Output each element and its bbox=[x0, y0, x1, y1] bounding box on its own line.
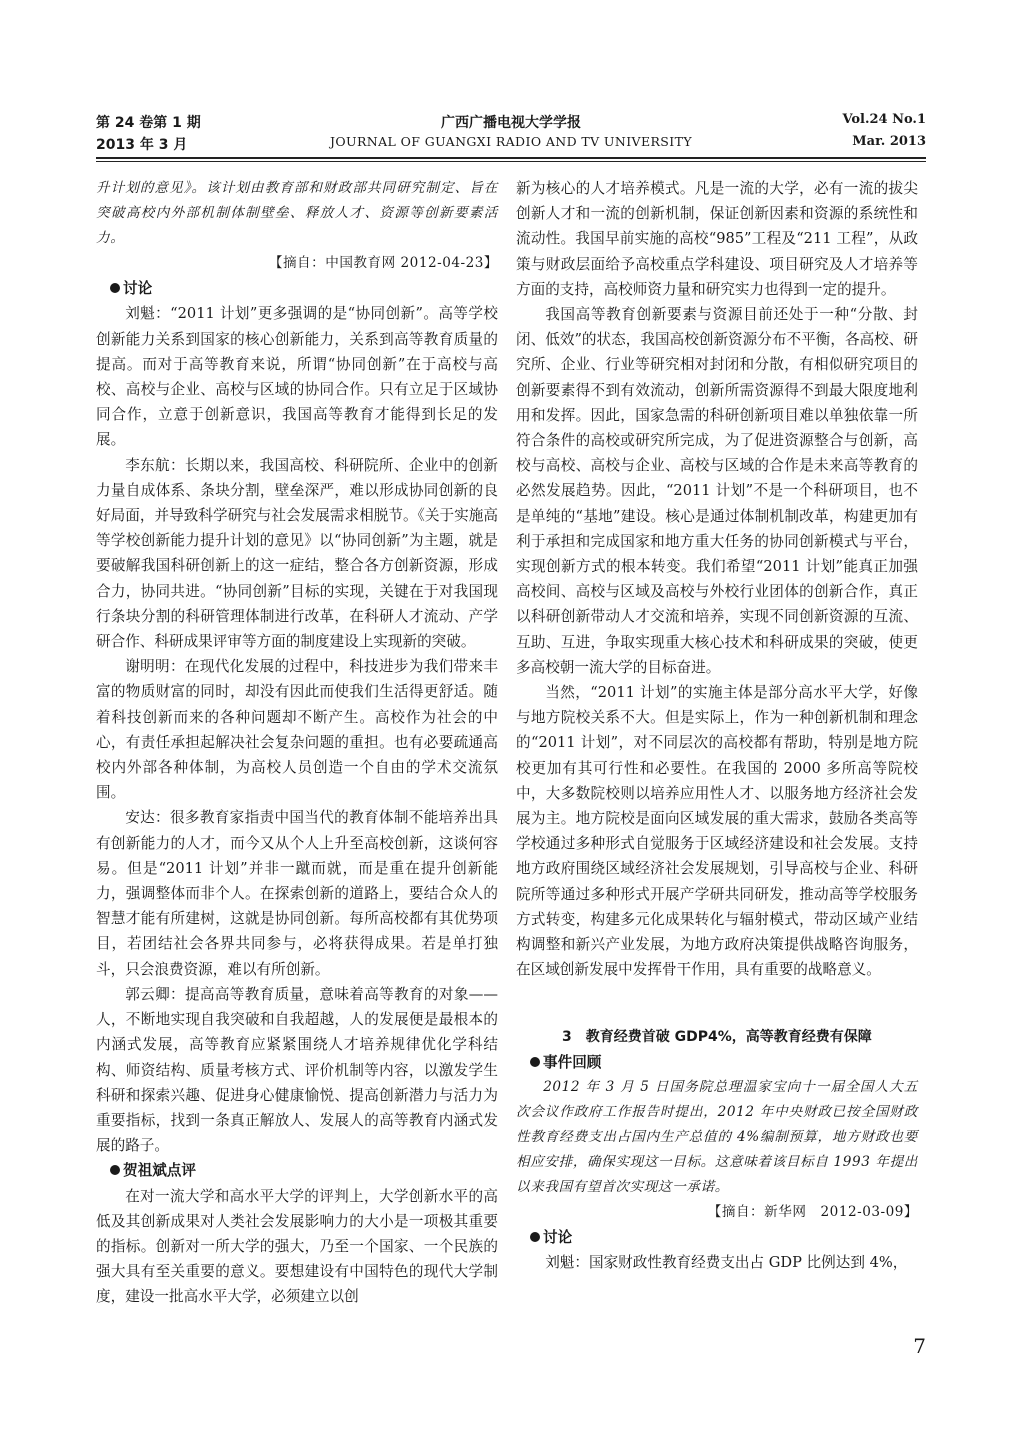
excerpt-source: 【摘自：中国教育网 2012-04-23】 bbox=[268, 255, 498, 271]
issue-date: 2013 年 3 月 bbox=[96, 137, 188, 153]
bullet-dot-icon bbox=[530, 1057, 540, 1067]
right-column bbox=[516, 176, 918, 1276]
paragraph: 刘魁：“2011 计划”更多强调的是“协同创新”。高等学校创新能力关系到国家的核心创新能力，关系到高等教育质量的提高。而对于高等教育来说，所谓“协同创新”在于高校与高校、高校与企业、高校与区域的协同合作。只有立足于区域协同合作，立意于创新意识，我国高等教育才能得到长足的发展。 bbox=[96, 305, 498, 449]
paragraph: 刘魁：国家财政性教育经费支出占 GDP 比例达到 4%， bbox=[545, 1254, 908, 1272]
header-rule bbox=[96, 157, 926, 159]
volume-issue: 第 24 卷第 1 期 bbox=[96, 115, 201, 131]
heading-label: 讨论 bbox=[543, 1229, 573, 1247]
paragraph: 郭云卿：提高高等教育质量，意味着高等教育的对象——人，不断地实现自我突破和自我超越，人的发展便是最根本的内涵式发展，高等教育应紧紧围绕人才培养规律优化学科结构、师资结构、质量考核方式、评价机制等内容，以激发学生科研和探索兴趣、促进身心健康愉悦、提高创新潜力与活力为重要指标，找到一条真正解放人、发展人的高等教育内涵式发展的路子。 bbox=[96, 985, 498, 1155]
volume-issue-en: Vol.24 No.1 bbox=[842, 112, 926, 127]
paragraph: 当然，“2011 计划”的实施主体是部分高水平大学，好像与地方院校关系不大。但是实际上，作为一种创新机制和理念的“2011 计划”，对不同层次的高校都有帮助，特别是地方院校更加有其可行性和必要性。在我国的 2000 多所高等院校中，大多数院校则以培养应用性人才、以服务地方经济社会发展为主。地方院校是面向区域发展的重大需求，鼓励各类高等学校通过多种形式自觉服务于区域经济建设和社会发展。支持地方政府围绕区域经济社会发展规划，引导高校与企业、科研院所等通过多种形式开展产学研共同研发，推动高等学校服务方式转变，构建多元化成果转化与辐射模式，带动区域产业结构调整和新兴产业发展，为地方政府决策提供战略咨询服务，在区域创新发展中发挥骨干作用，具有重要的战略意义。 bbox=[516, 684, 918, 979]
paragraph: 新为核心的人才培养模式。凡是一流的大学，必有一流的拔尖创新人才和一流的创新机制，保证创新因素和资源的系统性和流动性。我国早前实施的高校“985”工程及“211 工程”，从政策与财政层面给予高校重点学科建设、项目研究及人才培养等方面的支持，高校师资力量和研究实力也得到一定的提升。 bbox=[516, 180, 918, 298]
excerpt-text: 2012 年 3 月 5 日国务院总理温家宝向十一届全国人大五次会议作政府工作报告时提出，2012 年中央财政已按全国财政性教育经费支出占国内生产总值的 4%编制预算，地方财政也要相应安排，确保实现这一目标。这意味着该目标自 1993 年提出以来我国有望首次实现这一承诺。 bbox=[516, 1078, 918, 1195]
paragraph: 谢明明：在现代化发展的过程中，科技进步为我们带来丰富的物质财富的同时，却没有因此而使我们生活得更舒适。随着科技创新而来的各种问题却不断产生。高校作为社会的中心，有责任承担起解决社会复杂问题的重担。也有必要疏通高校内外部各种体制，为高校人员创造一个自由的学术交流氛围。 bbox=[96, 658, 498, 802]
paragraph: 在对一流大学和高水平大学的评判上，大学创新水平的高低及其创新成果对人类社会发展影响力的大小是一项极其重要的指标。创新对一所大学的强大，乃至一个国家、一个民族的强大具有至关重要的意义。要想建设有中国特色的现代大学制度，建设一批高水平大学，必须建立以创 bbox=[96, 1187, 498, 1306]
excerpt-box bbox=[96, 176, 498, 251]
running-header bbox=[96, 112, 926, 156]
section-heading-comment bbox=[96, 1158, 498, 1183]
section-heading-event bbox=[516, 1050, 918, 1075]
heading-label: 贺祖斌点评 bbox=[123, 1162, 196, 1180]
header-rule-thin bbox=[96, 161, 926, 162]
paragraph: 李东航：长期以来，我国高校、科研院所、企业中的创新力量自成体系、条块分割，壁垒深严，难以形成协同创新的良好局面，并导致科学研究与社会发展需求相脱节。《关于实施高等学校创新能力提升计划的意见》以“协同创新”为主题，就是要破解我国科研创新上的这一症结，整合各方创新资源，形成合力，协同共进。“协同创新”目标的实现，关键在于对我国现行条块分割的科研管理体制进行改革，在科研人才流动、产学研合作、科研成果评审等方面的制度建设上实现新的突破。 bbox=[96, 456, 498, 651]
heading-label: 讨论 bbox=[123, 280, 153, 298]
excerpt-source: 【摘自：新华网 2012-03-09】 bbox=[707, 1203, 918, 1220]
bullet-dot-icon bbox=[110, 1165, 120, 1175]
bullet-dot-icon bbox=[530, 1232, 540, 1242]
issue-date-en: Mar. 2013 bbox=[852, 134, 926, 149]
heading-label: 事件回顾 bbox=[543, 1053, 602, 1071]
bullet-dot-icon bbox=[110, 283, 120, 293]
journal-title-en: JOURNAL OF GUANGXI RADIO AND TV UNIVERSITY bbox=[329, 134, 692, 149]
left-column bbox=[96, 176, 498, 1310]
section-title: 3 教育经费首破 GDP4%，高等教育经费有保障 bbox=[562, 1028, 872, 1045]
section-heading-discussion bbox=[96, 276, 498, 301]
journal-title-cn: 广西广播电视大学学报 bbox=[441, 115, 581, 131]
excerpt-text: 升计划的意见》。该计划由教育部和财政部共同研究制定、旨在突破高校内外部机制体制壁垒、释放人才、资源等创新要素活力。 bbox=[96, 180, 498, 246]
excerpt-box bbox=[516, 1075, 918, 1200]
paragraph: 我国高等教育创新要素与资源目前还处于一种“分散、封闭、低效”的状态，我国高校创新资源分布不平衡，各高校、研究所、企业、行业等研究相对封闭和分散，有相似研究项目的创新要素得不到有效流动，创新所需资源得不到最大限度地利用和发挥。因此，国家急需的科研创新项目难以单独依靠一所符合条件的高校或研究所完成，为了促进资源整合与创新，高校与高校、高校与企业、高校与区域的合作是未来高等教育的必然发展趋势。因此，“2011 计划”不是一个科研项目，也不是单纯的“基地”建设。核心是通过体制机制改革，构建更加有利于承担和完成国家和地方重大任务的协同创新模式与平台，实现创新方式的根本转变。我们希望“2011 计划”能真正加强高校间、高校与区域及高校与外校行业团体的创新合作，真正以科研创新带动人才交流和培养，实现不同创新资源的互流、互助、互进，争取实现重大核心技术和科研成果的突破，使更多高校朝一流大学的目标奋进。 bbox=[516, 306, 918, 676]
section-heading-discussion bbox=[516, 1225, 918, 1250]
page-number: 7 bbox=[913, 1334, 926, 1358]
paragraph: 安达：很多教育家指责中国当代的教育体制不能培养出具有创新能力的人才，而今又从个人上升至高校创新，这谈何容易。但是“2011 计划”并非一蹴而就，而是重在提升创新能力，强调整体而非个人。在探索创新的道路上，要结合众人的智慧才能有所建树，这就是协同创新。每所高校都有其优势项目，若团结社会各界共同参与，必将获得成果。若是单打独斗，只会浪费资源，难以有所创新。 bbox=[96, 809, 498, 978]
